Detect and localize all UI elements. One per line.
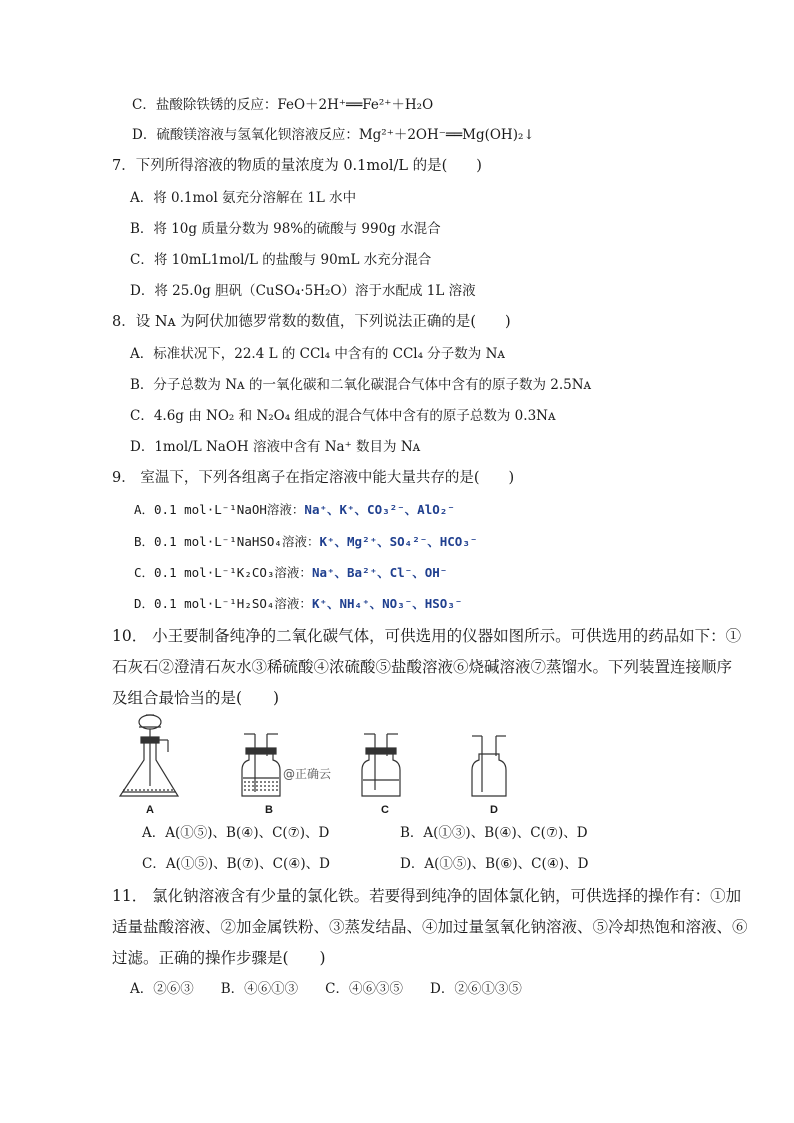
watermark: @正确云 <box>283 767 332 781</box>
q9b-ions: K⁺、Mg²⁺、SO₄²⁻、HCO₃⁻ <box>319 534 478 549</box>
question-10-line-1: 10． 小王要制备纯净的二氧化碳气体，可供选用的仪器如图所示。可供选用的药品如下：① <box>112 627 742 645</box>
figure-label-d: D <box>490 804 498 816</box>
q9b-solution: B．0.1 mol·L⁻¹NaHSO₄溶液： <box>134 534 320 549</box>
q9a-ions: Na⁺、K⁺、CO₃²⁻、AlO₂⁻ <box>304 502 455 517</box>
q10-option-b: B．A(①③)、B(④)、C(⑦)、D <box>400 825 588 841</box>
q8-option-d: D．1mol/L NaOH 溶液中含有 Na⁺ 数目为 Nᴀ <box>130 439 421 455</box>
q10-options-row-2 <box>142 855 588 873</box>
q8-option-b: B．分子总数为 Nᴀ 的一氧化碳和二氧化碳混合气体中含有的原子数为 2.5Nᴀ <box>130 377 592 393</box>
q7-option-d: D．将 25.0g 胆矾（CuSO₄·5H₂O）溶于水配成 1L 溶液 <box>130 283 476 299</box>
q7-option-b: B．将 10g 质量分数为 98%的硫酸与 990g 水混合 <box>130 221 441 237</box>
q10-options-row-1 <box>142 824 588 842</box>
question-10-line-2: 石灰石②澄清石灰水③稀硫酸④浓硫酸⑤盐酸溶液⑥烧碱溶液⑦蒸馏水。下列装置连接顺序 <box>112 658 733 676</box>
q9-option-c <box>134 564 447 582</box>
bottle-c-icon <box>362 734 400 796</box>
q9-option-a <box>134 501 455 519</box>
q7-option-a: A．将 0.1mol 氨充分溶解在 1L 水中 <box>130 190 357 206</box>
line-d-mg: D．硫酸镁溶液与氢氧化钡溶液反应：Mg²⁺＋2OH⁻══Mg(OH)₂↓ <box>132 127 535 143</box>
q9a-solution: A．0.1 mol·L⁻¹NaOH溶液： <box>134 502 305 517</box>
q7-option-c: C．将 10mL1mol/L 的盐酸与 90mL 水充分混合 <box>130 252 432 268</box>
flask-a-icon <box>120 715 178 796</box>
q10-option-d: D．A(①⑤)、B(⑥)、C(④)、D <box>400 856 589 872</box>
q9-option-d <box>134 595 462 613</box>
bottle-d-icon <box>472 736 506 796</box>
q9d-ions: K⁺、NH₄⁺、NO₃⁻、HSO₃⁻ <box>311 596 463 611</box>
figure-label-b: B <box>265 804 273 816</box>
q9-option-b <box>134 533 477 551</box>
q9c-ions: Na⁺、Ba²⁺、Cl⁻、OH⁻ <box>311 565 448 580</box>
q8-option-a: A．标准状况下，22.4 L 的 CCl₄ 中含有的 CCl₄ 分子数为 Nᴀ <box>130 346 506 362</box>
bottle-b-icon <box>242 734 280 796</box>
q10-option-c: C．A(①⑤)、B(⑦)、C(④)、D <box>142 856 330 872</box>
question-11-line-3: 过滤。正确的操作步骤是( ) <box>112 949 326 967</box>
question-8: 8．设 Nᴀ 为阿伏加德罗常数的数值，下列说法正确的是( ) <box>112 314 511 330</box>
question-7: 7．下列所得溶液的物质的量浓度为 0.1mol/L 的是( ) <box>112 158 482 174</box>
question-9: 9． 室温下，下列各组离子在指定溶液中能大量共存的是( ) <box>112 470 515 486</box>
question-11-line-2: 适量盐酸溶液、②加金属铁粉、③蒸发结晶、④加过量氢氧化钠溶液、⑤冷却热饱和溶液、⑥ <box>112 918 748 936</box>
figure-label-c: C <box>381 804 389 816</box>
q10-option-a: A．A(①⑤)、B(④)、C(⑦)、D <box>142 825 330 841</box>
figure-label-a: A <box>146 804 154 816</box>
q9d-solution: D．0.1 mol·L⁻¹H₂SO₄溶液： <box>134 596 312 611</box>
q11-options: A．②⑥③ B．④⑥①③ C．④⑥③⑤ D．②⑥①③⑤ <box>130 981 522 997</box>
question-10-line-3: 及组合最恰当的是( ) <box>112 689 280 707</box>
q8-option-c: C．4.6g 由 NO₂ 和 N₂O₄ 组成的混合气体中含有的原子总数为 0.3Nᴀ <box>130 408 556 424</box>
question-11-line-1: 11． 氯化钠溶液含有少量的氯化铁。若要得到纯净的固体氯化钠，可供选择的操作有：①加 <box>112 887 742 905</box>
q9c-solution: C．0.1 mol·L⁻¹K₂CO₃溶液： <box>134 565 312 580</box>
line-c-rust: C．盐酸除铁锈的反应：FeO＋2H⁺══Fe²⁺＋H₂O <box>132 97 434 113</box>
